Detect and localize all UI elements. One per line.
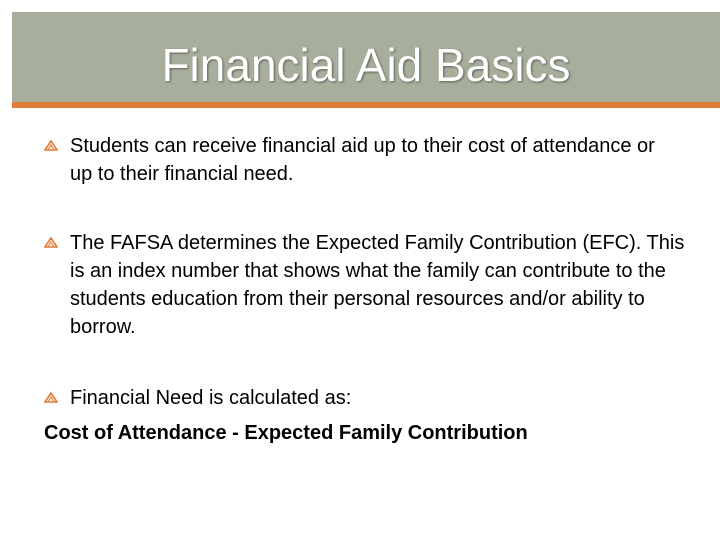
financial-need-formula: Cost of Attendance - Expected Family Contribution — [44, 422, 528, 444]
bullet-icon — [44, 139, 58, 153]
title-band — [12, 12, 720, 102]
bullet-text: Students can receive financial aid up to their cost of attendance or up to their financial need. — [70, 135, 655, 185]
title-accent-line — [12, 102, 720, 108]
bullet-text: Financial Need is calculated as: — [70, 387, 352, 409]
bullet-text: The FAFSA determines the Expected Family Contribution (EFC). This is an index number that shows what the family can contribute to the students education from their personal resources and/or ability to borrow. — [70, 232, 685, 338]
bullet-icon — [44, 236, 58, 250]
bullet-icon — [44, 391, 58, 405]
slide-title: Financial Aid Basics — [161, 39, 571, 91]
